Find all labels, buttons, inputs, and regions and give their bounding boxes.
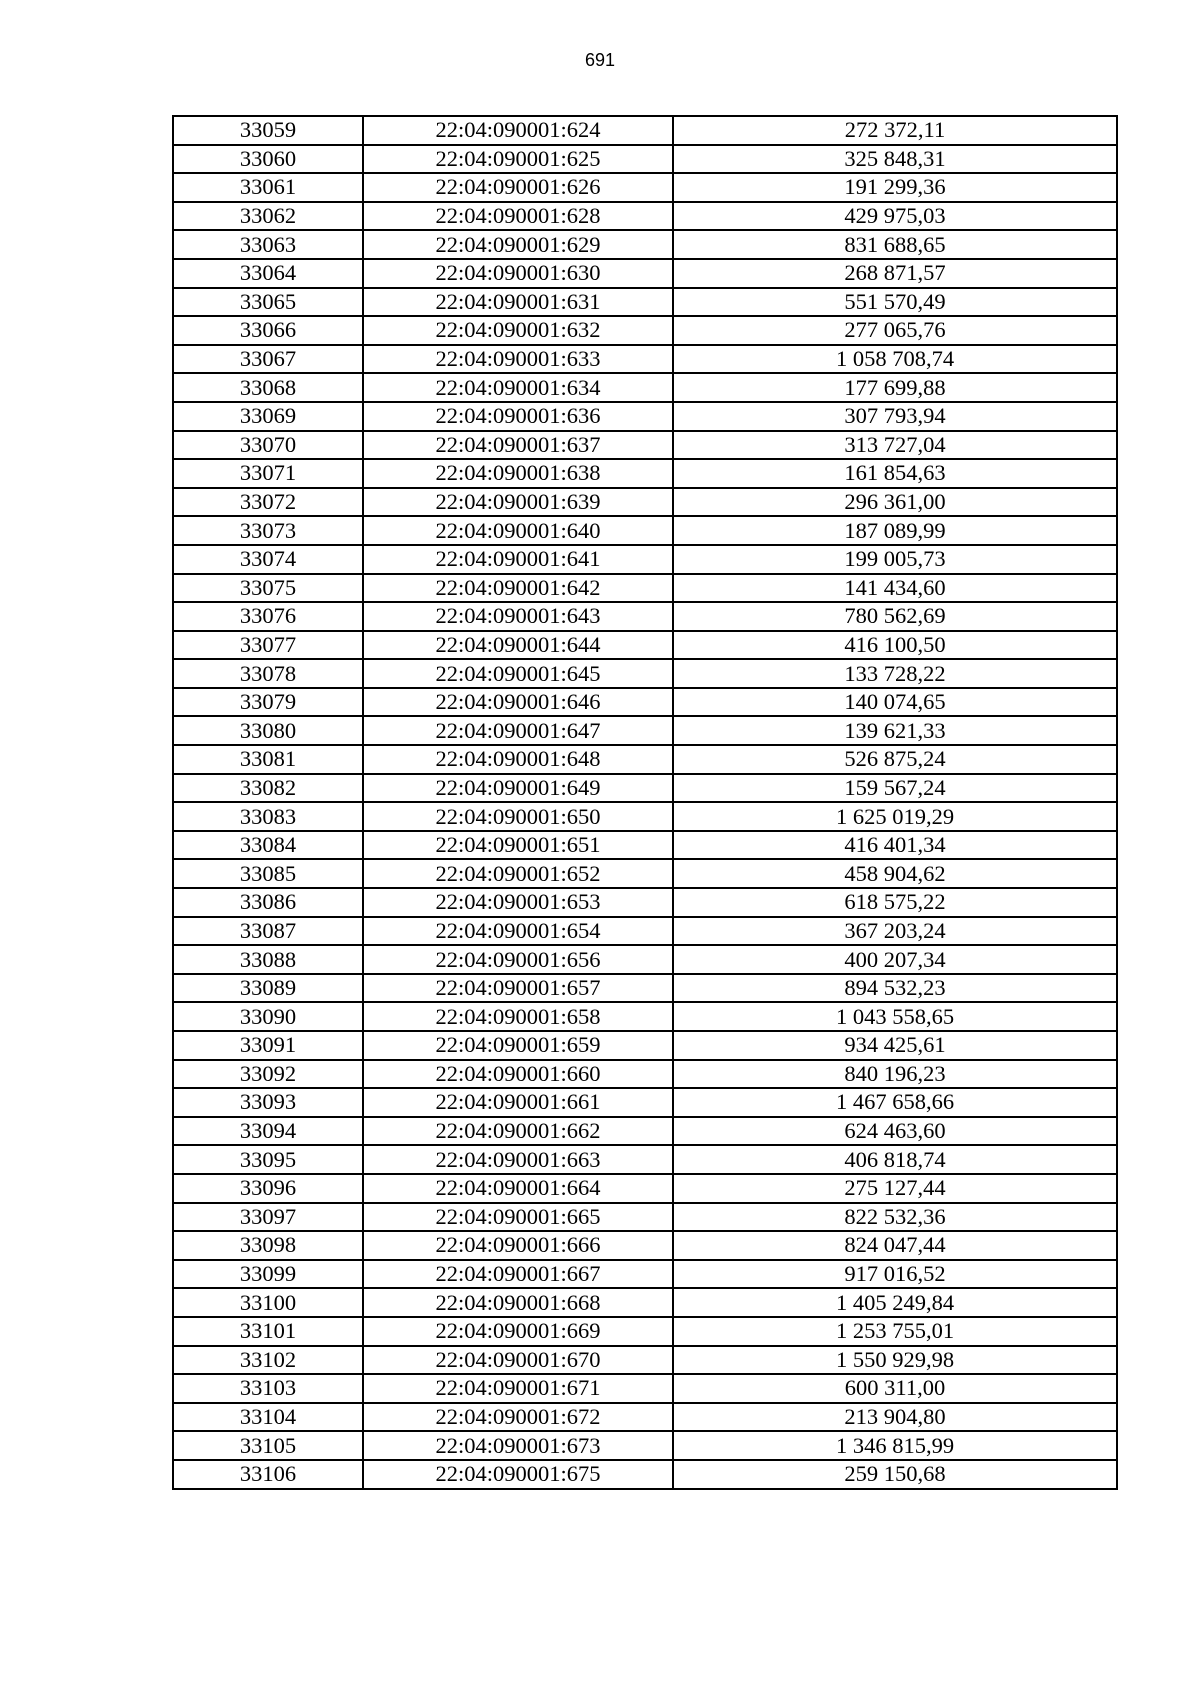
value-cell: 191 299,36 — [673, 173, 1117, 202]
value-cell: 307 793,94 — [673, 402, 1117, 431]
row-number-cell: 33083 — [173, 802, 363, 831]
table-row — [173, 230, 1117, 259]
value-cell: 618 575,22 — [673, 888, 1117, 917]
row-number-cell: 33106 — [173, 1460, 363, 1489]
table-row — [173, 1031, 1117, 1060]
row-number-cell: 33063 — [173, 230, 363, 259]
value-cell: 624 463,60 — [673, 1117, 1117, 1146]
cadastral-number-cell: 22:04:090001:675 — [363, 1460, 673, 1489]
row-number-cell: 33090 — [173, 1002, 363, 1031]
cadastral-number-cell: 22:04:090001:657 — [363, 974, 673, 1003]
table-row — [173, 173, 1117, 202]
cadastral-number-cell: 22:04:090001:642 — [363, 574, 673, 603]
value-cell: 133 728,22 — [673, 659, 1117, 688]
value-cell: 1 253 755,01 — [673, 1317, 1117, 1346]
row-number-cell: 33075 — [173, 574, 363, 603]
value-cell: 275 127,44 — [673, 1174, 1117, 1203]
table-row — [173, 574, 1117, 603]
row-number-cell: 33097 — [173, 1203, 363, 1232]
table-row — [173, 802, 1117, 831]
value-cell: 840 196,23 — [673, 1060, 1117, 1089]
table-row — [173, 1060, 1117, 1089]
cadastral-number-cell: 22:04:090001:637 — [363, 431, 673, 460]
table-row — [173, 1002, 1117, 1031]
cadastral-number-cell: 22:04:090001:666 — [363, 1231, 673, 1260]
cadastral-number-cell: 22:04:090001:667 — [363, 1260, 673, 1289]
cadastral-number-cell: 22:04:090001:651 — [363, 831, 673, 860]
value-cell: 917 016,52 — [673, 1260, 1117, 1289]
table-row — [173, 516, 1117, 545]
row-number-cell: 33100 — [173, 1288, 363, 1317]
value-cell: 458 904,62 — [673, 859, 1117, 888]
table-row — [173, 745, 1117, 774]
row-number-cell: 33074 — [173, 545, 363, 574]
value-cell: 199 005,73 — [673, 545, 1117, 574]
table-row — [173, 1346, 1117, 1375]
cadastral-number-cell: 22:04:090001:648 — [363, 745, 673, 774]
cadastral-number-cell: 22:04:090001:673 — [363, 1431, 673, 1460]
page-number: 691 — [584, 50, 616, 70]
cadastral-number-cell: 22:04:090001:663 — [363, 1145, 673, 1174]
value-cell: 296 361,00 — [673, 488, 1117, 517]
table-row — [173, 1317, 1117, 1346]
cadastral-number-cell: 22:04:090001:658 — [363, 1002, 673, 1031]
cadastral-number-cell: 22:04:090001:640 — [363, 516, 673, 545]
table-row — [173, 545, 1117, 574]
table-row — [173, 1460, 1117, 1489]
table-row — [173, 1403, 1117, 1432]
value-cell: 600 311,00 — [673, 1374, 1117, 1403]
row-number-cell: 33068 — [173, 373, 363, 402]
value-cell: 1 346 815,99 — [673, 1431, 1117, 1460]
table-row — [173, 373, 1117, 402]
cadastral-number-cell: 22:04:090001:647 — [363, 716, 673, 745]
registry-table — [172, 115, 1118, 1490]
cadastral-number-cell: 22:04:090001:633 — [363, 345, 673, 374]
cadastral-number-cell: 22:04:090001:660 — [363, 1060, 673, 1089]
value-cell: 831 688,65 — [673, 230, 1117, 259]
row-number-cell: 33079 — [173, 688, 363, 717]
row-number-cell: 33081 — [173, 745, 363, 774]
row-number-cell: 33067 — [173, 345, 363, 374]
row-number-cell: 33059 — [173, 116, 363, 145]
value-cell: 141 434,60 — [673, 574, 1117, 603]
table-row — [173, 831, 1117, 860]
table-row — [173, 1374, 1117, 1403]
row-number-cell: 33087 — [173, 917, 363, 946]
value-cell: 894 532,23 — [673, 974, 1117, 1003]
table-row — [173, 1431, 1117, 1460]
value-cell: 780 562,69 — [673, 602, 1117, 631]
value-cell: 161 854,63 — [673, 459, 1117, 488]
value-cell: 313 727,04 — [673, 431, 1117, 460]
value-cell: 551 570,49 — [673, 288, 1117, 317]
value-cell: 139 621,33 — [673, 716, 1117, 745]
table-row — [173, 288, 1117, 317]
value-cell: 1 550 929,98 — [673, 1346, 1117, 1375]
value-cell: 259 150,68 — [673, 1460, 1117, 1489]
cadastral-number-cell: 22:04:090001:653 — [363, 888, 673, 917]
table-row — [173, 688, 1117, 717]
cadastral-number-cell: 22:04:090001:632 — [363, 316, 673, 345]
table-row — [173, 116, 1117, 145]
row-number-cell: 33082 — [173, 774, 363, 803]
row-number-cell: 33104 — [173, 1403, 363, 1432]
table-row — [173, 659, 1117, 688]
value-cell: 1 043 558,65 — [673, 1002, 1117, 1031]
row-number-cell: 33105 — [173, 1431, 363, 1460]
cadastral-number-cell: 22:04:090001:645 — [363, 659, 673, 688]
cadastral-number-cell: 22:04:090001:644 — [363, 631, 673, 660]
row-number-cell: 33098 — [173, 1231, 363, 1260]
value-cell: 824 047,44 — [673, 1231, 1117, 1260]
cadastral-number-cell: 22:04:090001:659 — [363, 1031, 673, 1060]
table-row — [173, 888, 1117, 917]
table-row — [173, 631, 1117, 660]
cadastral-number-cell: 22:04:090001:665 — [363, 1203, 673, 1232]
value-cell: 268 871,57 — [673, 259, 1117, 288]
row-number-cell: 33071 — [173, 459, 363, 488]
row-number-cell: 33095 — [173, 1145, 363, 1174]
row-number-cell: 33066 — [173, 316, 363, 345]
cadastral-number-cell: 22:04:090001:661 — [363, 1088, 673, 1117]
table-row — [173, 431, 1117, 460]
cadastral-number-cell: 22:04:090001:668 — [363, 1288, 673, 1317]
cadastral-number-cell: 22:04:090001:671 — [363, 1374, 673, 1403]
cadastral-number-cell: 22:04:090001:646 — [363, 688, 673, 717]
table-row — [173, 602, 1117, 631]
table-row — [173, 345, 1117, 374]
value-cell: 934 425,61 — [673, 1031, 1117, 1060]
cadastral-number-cell: 22:04:090001:625 — [363, 145, 673, 174]
row-number-cell: 33101 — [173, 1317, 363, 1346]
table-row — [173, 202, 1117, 231]
table-row — [173, 774, 1117, 803]
table-row — [173, 1088, 1117, 1117]
row-number-cell: 33069 — [173, 402, 363, 431]
table-row — [173, 1174, 1117, 1203]
cadastral-number-cell: 22:04:090001:634 — [363, 373, 673, 402]
row-number-cell: 33099 — [173, 1260, 363, 1289]
cadastral-number-cell: 22:04:090001:628 — [363, 202, 673, 231]
cadastral-number-cell: 22:04:090001:662 — [363, 1117, 673, 1146]
row-number-cell: 33086 — [173, 888, 363, 917]
table-row — [173, 1117, 1117, 1146]
row-number-cell: 33102 — [173, 1346, 363, 1375]
cadastral-number-cell: 22:04:090001:656 — [363, 945, 673, 974]
cadastral-number-cell: 22:04:090001:664 — [363, 1174, 673, 1203]
cadastral-number-cell: 22:04:090001:638 — [363, 459, 673, 488]
value-cell: 416 401,34 — [673, 831, 1117, 860]
cadastral-number-cell: 22:04:090001:626 — [363, 173, 673, 202]
cadastral-number-cell: 22:04:090001:639 — [363, 488, 673, 517]
row-number-cell: 33070 — [173, 431, 363, 460]
value-cell: 1 405 249,84 — [673, 1288, 1117, 1317]
registry-table-body — [173, 116, 1117, 1489]
cadastral-number-cell: 22:04:090001:650 — [363, 802, 673, 831]
cadastral-number-cell: 22:04:090001:669 — [363, 1317, 673, 1346]
value-cell: 400 207,34 — [673, 945, 1117, 974]
value-cell: 1 058 708,74 — [673, 345, 1117, 374]
row-number-cell: 33085 — [173, 859, 363, 888]
row-number-cell: 33062 — [173, 202, 363, 231]
value-cell: 140 074,65 — [673, 688, 1117, 717]
table-row — [173, 1260, 1117, 1289]
table-row — [173, 145, 1117, 174]
table-row — [173, 488, 1117, 517]
row-number-cell: 33084 — [173, 831, 363, 860]
value-cell: 526 875,24 — [673, 745, 1117, 774]
table-row — [173, 945, 1117, 974]
row-number-cell: 33064 — [173, 259, 363, 288]
table-row — [173, 259, 1117, 288]
cadastral-number-cell: 22:04:090001:672 — [363, 1403, 673, 1432]
table-row — [173, 316, 1117, 345]
value-cell: 1 625 019,29 — [673, 802, 1117, 831]
value-cell: 272 372,11 — [673, 116, 1117, 145]
value-cell: 406 818,74 — [673, 1145, 1117, 1174]
table-row — [173, 917, 1117, 946]
cadastral-number-cell: 22:04:090001:629 — [363, 230, 673, 259]
table-row — [173, 859, 1117, 888]
row-number-cell: 33091 — [173, 1031, 363, 1060]
row-number-cell: 33093 — [173, 1088, 363, 1117]
cadastral-number-cell: 22:04:090001:630 — [363, 259, 673, 288]
value-cell: 187 089,99 — [673, 516, 1117, 545]
value-cell: 367 203,24 — [673, 917, 1117, 946]
cadastral-number-cell: 22:04:090001:631 — [363, 288, 673, 317]
value-cell: 213 904,80 — [673, 1403, 1117, 1432]
row-number-cell: 33092 — [173, 1060, 363, 1089]
row-number-cell: 33065 — [173, 288, 363, 317]
value-cell: 177 699,88 — [673, 373, 1117, 402]
table-row — [173, 1288, 1117, 1317]
value-cell: 277 065,76 — [673, 316, 1117, 345]
row-number-cell: 33077 — [173, 631, 363, 660]
value-cell: 325 848,31 — [673, 145, 1117, 174]
value-cell: 822 532,36 — [673, 1203, 1117, 1232]
table-row — [173, 1231, 1117, 1260]
row-number-cell: 33094 — [173, 1117, 363, 1146]
value-cell: 416 100,50 — [673, 631, 1117, 660]
row-number-cell: 33080 — [173, 716, 363, 745]
table-row — [173, 1145, 1117, 1174]
row-number-cell: 33073 — [173, 516, 363, 545]
row-number-cell: 33096 — [173, 1174, 363, 1203]
cadastral-number-cell: 22:04:090001:649 — [363, 774, 673, 803]
cadastral-number-cell: 22:04:090001:670 — [363, 1346, 673, 1375]
value-cell: 159 567,24 — [673, 774, 1117, 803]
cadastral-number-cell: 22:04:090001:652 — [363, 859, 673, 888]
cadastral-number-cell: 22:04:090001:643 — [363, 602, 673, 631]
table-row — [173, 1203, 1117, 1232]
cadastral-number-cell: 22:04:090001:624 — [363, 116, 673, 145]
cadastral-number-cell: 22:04:090001:654 — [363, 917, 673, 946]
row-number-cell: 33089 — [173, 974, 363, 1003]
cadastral-number-cell: 22:04:090001:636 — [363, 402, 673, 431]
row-number-cell: 33076 — [173, 602, 363, 631]
row-number-cell: 33078 — [173, 659, 363, 688]
table-row — [173, 402, 1117, 431]
value-cell: 1 467 658,66 — [673, 1088, 1117, 1117]
row-number-cell: 33061 — [173, 173, 363, 202]
table-row — [173, 716, 1117, 745]
row-number-cell: 33060 — [173, 145, 363, 174]
row-number-cell: 33088 — [173, 945, 363, 974]
row-number-cell: 33072 — [173, 488, 363, 517]
row-number-cell: 33103 — [173, 1374, 363, 1403]
cadastral-number-cell: 22:04:090001:641 — [363, 545, 673, 574]
table-row — [173, 974, 1117, 1003]
value-cell: 429 975,03 — [673, 202, 1117, 231]
table-row — [173, 459, 1117, 488]
